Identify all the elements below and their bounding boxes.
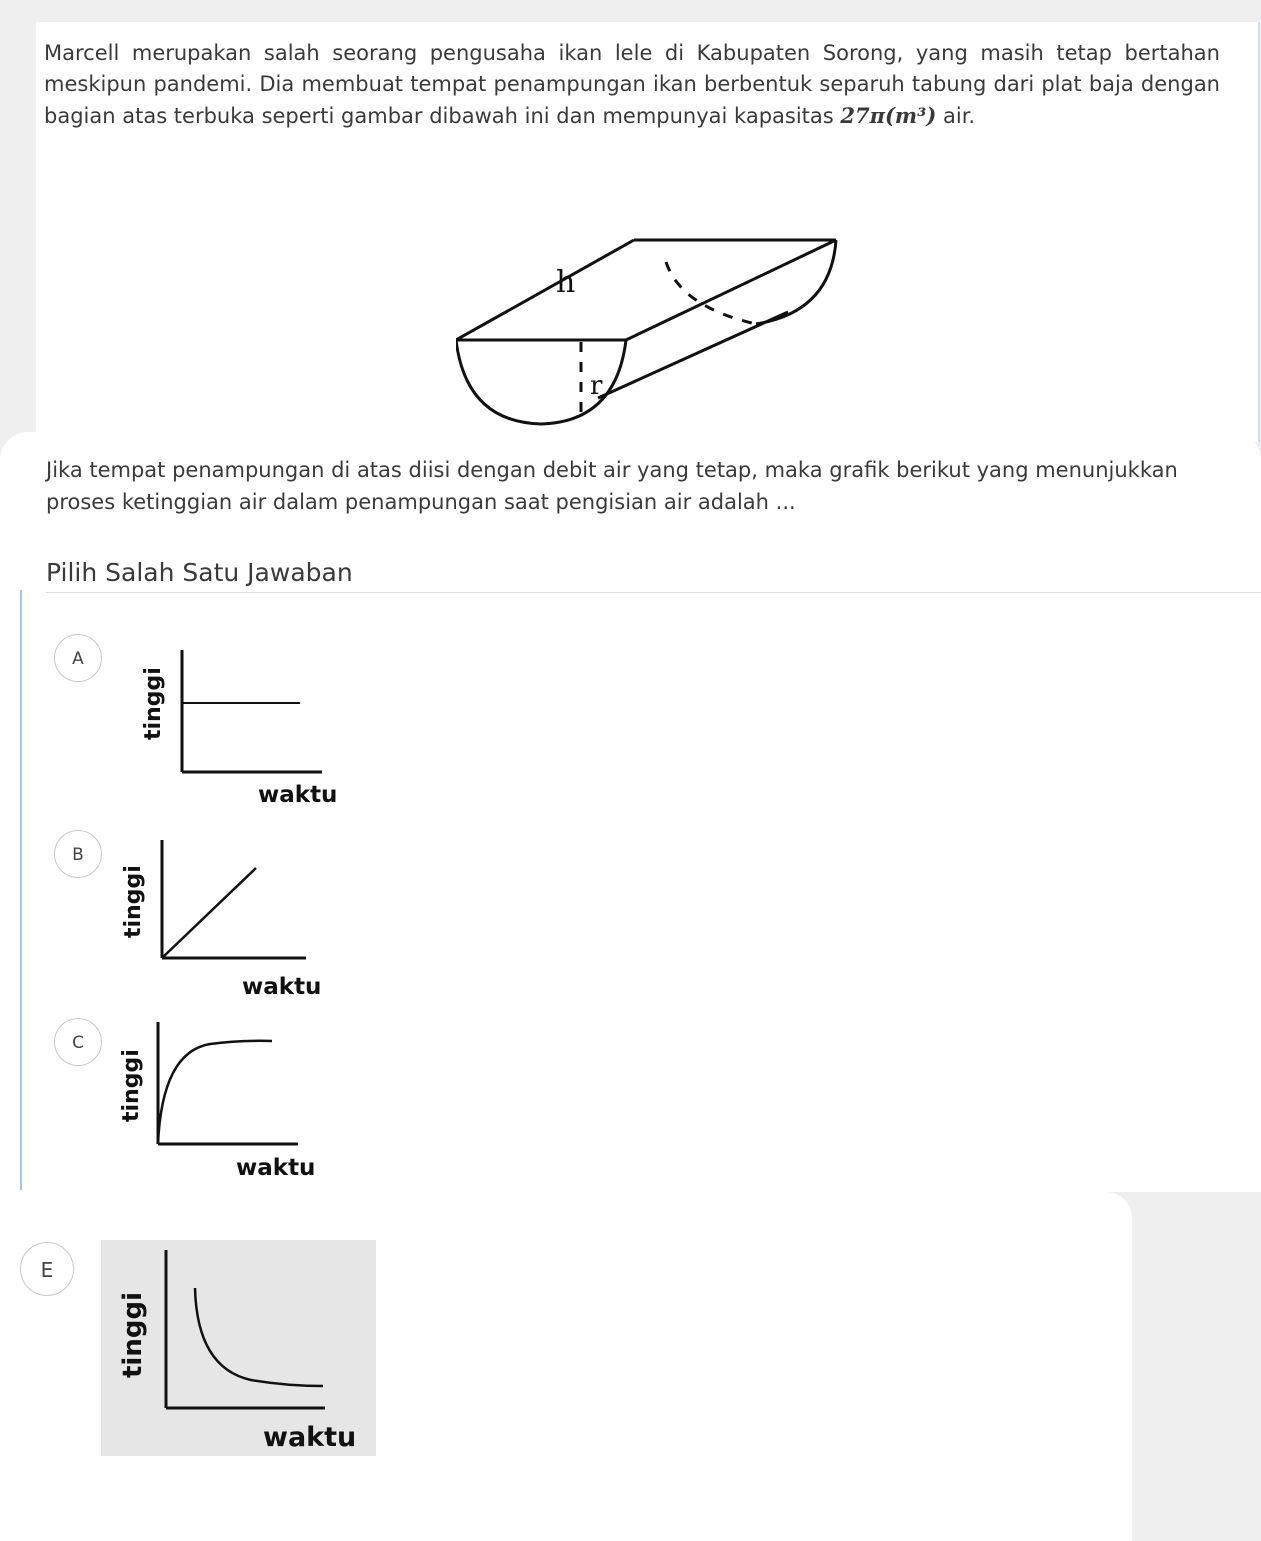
option-b-x-label: waktu [242,974,322,1000]
option-b-button[interactable]: B [54,830,102,878]
option-e-y-label: tinggi [118,1292,148,1378]
question-text: Marcell merupakan salah seorang pengusaha ikan lele di Kabupaten Sorong, yang masih tetap bertahan meskipun pandemi. Dia membuat tempat penampungan ikan berbentuk separuh tabung dari plat baja dengan bagian atas terbuka seperti gambar dibawah ini dan mempunyai kapasitas 27π(m³) air. [44,41,1220,128]
question-panel [36,22,1260,442]
section-divider [46,592,1261,593]
answers-title: Pilih Salah Satu Jawaban [46,558,353,587]
option-c-button[interactable]: C [54,1018,102,1066]
option-b-graph[interactable] [110,830,340,1000]
option-e-button[interactable]: E [20,1242,74,1296]
option-a-x-label: waktu [258,782,338,808]
radius-label: r [590,371,603,401]
height-label: h [556,265,576,300]
option-a-button[interactable]: A [54,634,102,682]
option-a-graph[interactable] [130,640,350,815]
option-c-y-label: tinggi [119,1049,144,1122]
option-e-x-label: waktu [263,1422,357,1453]
follow-up-question: Jika tempat penampungan di atas diisi dengan debit air yang tetap, maka grafik berikut yang menunjukkan proses ketinggian air dalam penampungan saat pengisian air adalah ... [46,458,1178,514]
option-c-x-label: waktu [236,1155,316,1181]
half-cylinder-tank-figure [456,212,846,432]
option-c-graph[interactable] [110,1012,340,1187]
left-accent-line [20,590,22,1190]
option-e-graph[interactable] [101,1240,376,1456]
option-b-y-label: tinggi [121,865,146,938]
option-a-y-label: tinggi [141,667,166,740]
capacity-formula: 27π(m³) [840,103,937,128]
